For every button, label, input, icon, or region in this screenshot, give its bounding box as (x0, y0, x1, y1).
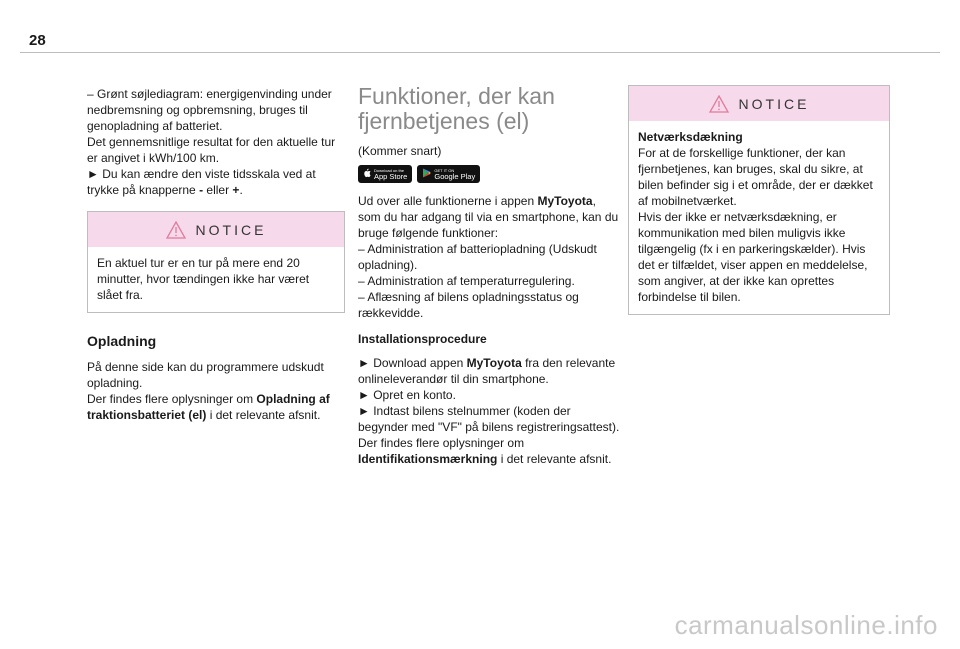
intro-line-2: Det gennemsnitlige resultat for den aktuelle tur er angivet i kWh/100 km. (87, 135, 336, 165)
charging-link-text: Opladning af traktionsbatteriet (el) (87, 392, 330, 422)
install-step-2: ► Opret en konto. (358, 388, 456, 402)
charging-para-1: På denne side kan du programmere udskudt opladning. (87, 360, 324, 390)
notice-title: NOTICE (195, 221, 267, 238)
apple-icon (363, 168, 371, 180)
minus-key: - (199, 183, 204, 197)
notice-box-trip (87, 211, 345, 313)
notice-heading: Netværksdækning (638, 130, 743, 144)
notice-box-network (628, 85, 890, 315)
install-step-3: ► Indtast bilens stelnummer (koden der begynder med "VF" på bilens registreringsattest). (358, 404, 620, 434)
column-left (87, 86, 345, 423)
timescale-step: ► Du kan ændre den viste tidsskala ved at trykke på knapperne - eller +. (87, 167, 316, 197)
more-info: Der findes flere oplysninger om Identifikationsmærkning i det relevante afsnit. (358, 436, 612, 466)
app-name: MyToyota (537, 194, 593, 208)
notice-body (88, 247, 344, 312)
list-item: – Aflæsning af bilens opladningsstatus og rækkevidde. (358, 290, 579, 320)
google-play-big: Google Play (434, 172, 476, 181)
identification-link-text: Identifikationsmærkning (358, 452, 498, 466)
notice-text-1: For at de forskellige funktioner, der kan fjernbetjenes, kan bruges, skal du sikre, at bilen befinder sig i et område, der er dækket af mobilnetværket. (638, 146, 873, 208)
remote-intro: Ud over alle funktionerne i appen MyToyota, som du har adgang til via en smartphone, kan du bruge følgende funktioner: (358, 194, 619, 240)
column-right (628, 85, 890, 315)
warning-icon (166, 221, 186, 239)
app-store-small: Download on the (374, 168, 405, 173)
step-arrow-icon: ► (358, 388, 370, 402)
step-arrow-icon: ► (358, 356, 370, 370)
play-icon (422, 168, 431, 180)
notice-text: En aktuel tur er en tur på mere end 20 minutter, hvor tændingen ikke har været slået fra. (97, 256, 310, 302)
plus-key: + (232, 183, 240, 197)
charging-para-2: Der findes flere oplysninger om Opladning af traktionsbatteriet (el) i det relevante afsnit. (87, 392, 330, 422)
google-play-small: GET IT ON (434, 168, 455, 173)
list-item: – Administration af temperaturregulering. (358, 274, 575, 288)
warning-icon (709, 95, 729, 113)
watermark: carmanualsonline.info (674, 610, 938, 640)
section-title-remote: Funktioner, der kan fjernbetjenes (el) (358, 83, 555, 134)
app-name: MyToyota (466, 356, 522, 370)
notice-title: NOTICE (738, 95, 810, 112)
step-arrow-icon: ► (87, 167, 99, 181)
coming-soon: (Kommer snart) (358, 144, 442, 158)
install-title: Installationsprocedure (358, 332, 487, 346)
store-badges (358, 165, 620, 183)
google-play-badge[interactable] (417, 165, 480, 183)
notice-header (88, 212, 344, 247)
section-title-charging: Opladning (87, 333, 157, 349)
app-store-big: App Store (374, 172, 408, 181)
install-step-1: ► Download appen MyToyota fra den relevante onlineleverandør til din smartphone. (358, 356, 616, 386)
step-arrow-icon: ► (358, 404, 370, 418)
intro-line-1: – Grønt søjlediagram: energigenvinding under nedbremsning og opbremsning, bruges til genopladning af batteriet. (87, 87, 332, 133)
notice-body (629, 121, 889, 314)
header-divider (20, 52, 940, 53)
page-number: 28 (29, 32, 46, 49)
notice-text-2: Hvis der ikke er netværksdækning, er kommunikation med bilen muligvis ikke tilgængelig (fx i en parkeringskælder). Hvis det er tilfældet, viser appen en meddelelse, som angiver, at der ikke kan oprettes forbindelse til bilen. (638, 210, 868, 304)
column-middle (358, 84, 620, 467)
list-item: – Administration af batteriopladning (Udskudt opladning). (358, 242, 597, 272)
app-store-badge[interactable] (358, 165, 412, 183)
notice-header (629, 86, 889, 121)
